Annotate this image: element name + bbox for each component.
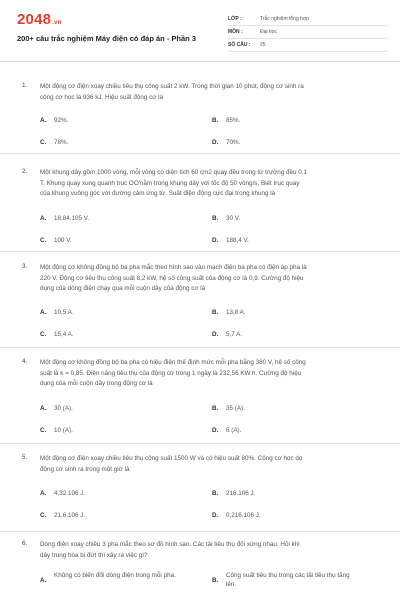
question-number: 1. xyxy=(22,82,28,89)
question-line: công cơ học là 936 kJ. Hiệu suất động cơ là xyxy=(40,93,164,101)
option-letter: D. xyxy=(212,427,219,434)
option-letter: A. xyxy=(40,309,47,316)
meta-row-class xyxy=(228,13,388,26)
option-d[interactable] xyxy=(212,138,356,147)
option-text: 0,216.106 J. xyxy=(226,512,261,519)
option-letter: D. xyxy=(212,139,219,146)
option-letter: B. xyxy=(212,215,219,222)
meta-row-count xyxy=(228,39,388,52)
option-d[interactable] xyxy=(212,330,356,339)
question-line: dây trung hòa bị đứt thì xảy ra việc gì? xyxy=(40,551,148,559)
option-text: 30 (A). xyxy=(54,405,73,412)
option-text: 15,4 A. xyxy=(54,331,74,338)
question-line: Một động cơ không đồng bộ ba pha mắc theo hình sao vào mạch điện ba pha có điện áp pha là xyxy=(40,264,307,271)
option-text: 216.106 J. xyxy=(226,490,256,497)
option-letter: D. xyxy=(212,512,219,519)
option-b[interactable] xyxy=(212,571,351,589)
option-letter: B. xyxy=(212,490,219,497)
option-text: 18,84.105 V. xyxy=(54,215,90,222)
meta-value: Đại học xyxy=(260,29,277,35)
question-number: 6. xyxy=(22,540,28,547)
option-letter: C. xyxy=(40,331,47,338)
meta-table xyxy=(228,13,388,52)
question-2 xyxy=(0,154,400,252)
option-letter: C. xyxy=(40,512,47,519)
option-c[interactable] xyxy=(40,426,184,435)
question-line: Dòng điện xoay chiều 3 pha mắc theo sơ đồ hình sao. Các tải tiêu thụ đối xứng nhau. Hỏi khi xyxy=(40,541,300,548)
option-b[interactable] xyxy=(212,489,356,498)
option-text: 6 (A). xyxy=(226,427,242,434)
option-text: 5,7 A. xyxy=(226,331,243,338)
option-a[interactable] xyxy=(40,308,184,317)
meta-label: LỚP : xyxy=(228,16,242,22)
option-b[interactable] xyxy=(212,116,356,125)
option-letter: B. xyxy=(212,117,219,124)
option-letter: C. xyxy=(40,237,47,244)
option-letter: B. xyxy=(212,309,219,316)
page-title: 200+ câu trắc nghiệm Máy điện có đáp án - Phần 3 xyxy=(17,34,197,43)
meta-label: MÔN : xyxy=(228,29,243,35)
option-a[interactable] xyxy=(40,571,179,585)
question-line: Một khung dây gồm 1000 vòng, mỗi vòng có diện tích 60 cm2 quay đều trong từ trường đều 0,1 xyxy=(40,169,308,176)
option-c[interactable] xyxy=(40,511,184,520)
question-line: Một động cơ điện xoay chiều tiêu thụ công suất 1500 W và có hiệu suất 80%. Công cơ học do xyxy=(40,455,303,462)
option-d[interactable] xyxy=(212,511,356,520)
logo-sub: .vn xyxy=(52,20,62,26)
option-c[interactable] xyxy=(40,330,184,339)
question-number: 2. xyxy=(22,168,28,175)
question-5 xyxy=(0,444,400,532)
option-letter: D. xyxy=(212,331,219,338)
option-c[interactable] xyxy=(40,236,184,245)
option-letter: D. xyxy=(212,237,219,244)
option-letter: A. xyxy=(40,215,47,222)
question-line: dụng của dòng điện chạy qua mỗi cuộn dây của động cơ là xyxy=(40,285,206,293)
question-3 xyxy=(0,252,400,348)
option-text: 92%. xyxy=(54,117,69,124)
option-d[interactable] xyxy=(212,426,356,435)
option-letter: B. xyxy=(212,577,219,584)
question-number: 3. xyxy=(22,263,28,270)
option-text: 30 V. xyxy=(226,215,241,222)
option-text: 188,4 V. xyxy=(226,237,249,244)
option-a[interactable] xyxy=(40,116,184,125)
option-text: 10,5 A. xyxy=(54,309,74,316)
question-number: 5. xyxy=(22,454,28,461)
option-letter: A. xyxy=(40,405,47,412)
option-text: 100 V. xyxy=(54,237,72,244)
question-text xyxy=(40,540,376,561)
question-number: 4. xyxy=(22,358,28,365)
option-text: 85%. xyxy=(226,117,241,124)
option-d[interactable] xyxy=(212,236,356,245)
option-text: 4,32.106 J. xyxy=(54,490,86,497)
option-text: 35 (A). xyxy=(226,405,245,412)
option-letter: A. xyxy=(40,117,47,124)
question-text xyxy=(40,82,376,103)
option-letter: B. xyxy=(212,405,219,412)
option-a[interactable] xyxy=(40,214,184,223)
meta-label: SỐ CÂU : xyxy=(228,42,251,48)
option-text: 70%. xyxy=(226,139,241,146)
question-line: động cơ sinh ra trong một giờ là xyxy=(40,465,130,473)
page-header xyxy=(0,0,400,62)
question-line: suất là k = 0,85. Điện năng tiêu thụ của động cơ trong 1 ngày là 232,56 KW.h. Cường độ hiệu xyxy=(40,369,302,377)
meta-row-subject xyxy=(228,26,388,39)
option-b[interactable] xyxy=(212,214,356,223)
meta-value: 25 xyxy=(260,42,266,48)
option-text: 10 (A). xyxy=(54,427,73,434)
option-text: 21,6.106 J. xyxy=(54,512,86,519)
option-b[interactable] xyxy=(212,404,356,413)
question-6 xyxy=(0,532,400,600)
logo-main: 2048 xyxy=(17,11,52,28)
question-text xyxy=(40,168,376,200)
option-letter: A. xyxy=(40,577,47,584)
question-line: Một động cơ không đồng bộ ba pha có hiệu điện thế định mức mỗi pha bằng 380 V, hệ số công xyxy=(40,359,306,366)
question-4 xyxy=(0,348,400,444)
option-a[interactable] xyxy=(40,404,184,413)
meta-value: Trắc nghiệm tổng hợp xyxy=(260,16,309,22)
option-letter: C. xyxy=(40,139,47,146)
option-text: Không có biến đổi dòng điện trong mỗi pha. xyxy=(54,572,176,579)
question-line: T. Khung quay xung quanh trục OO'nằm trong khung dây với tốc độ 50 vòng/s. Biết trục quay xyxy=(40,179,300,187)
option-text: 13,8 A. xyxy=(226,309,246,316)
option-text: 78%. xyxy=(54,139,69,146)
option-a[interactable] xyxy=(40,489,184,498)
question-text xyxy=(40,358,376,390)
question-line: 220 V. Động cơ tiêu thụ công suất 8,2 kW, hệ số công suất của động cơ là 0,9. Cường độ hiệu xyxy=(40,274,304,282)
option-b[interactable] xyxy=(212,308,356,317)
option-c[interactable] xyxy=(40,138,184,147)
question-line: dụng của mỗi cuộn dây trong động cơ là xyxy=(40,380,153,388)
option-letter: A. xyxy=(40,490,47,497)
question-line: Một động cơ điện xoay chiều tiêu thụ công suất 2 kW. Trong thời gian 10 phút, động cơ sinh ra xyxy=(40,83,304,90)
option-text: Công suất tiêu thụ trong các tải tiêu thụ tăng lên. xyxy=(226,572,350,588)
site-logo[interactable] xyxy=(17,11,61,28)
question-line: của khung vuông góc với đường cảm ứng từ. Suất điện động cực đại trong khung là xyxy=(40,190,276,198)
question-text xyxy=(40,263,376,295)
option-letter: C. xyxy=(40,427,47,434)
question-text xyxy=(40,454,376,475)
question-1 xyxy=(0,62,400,154)
